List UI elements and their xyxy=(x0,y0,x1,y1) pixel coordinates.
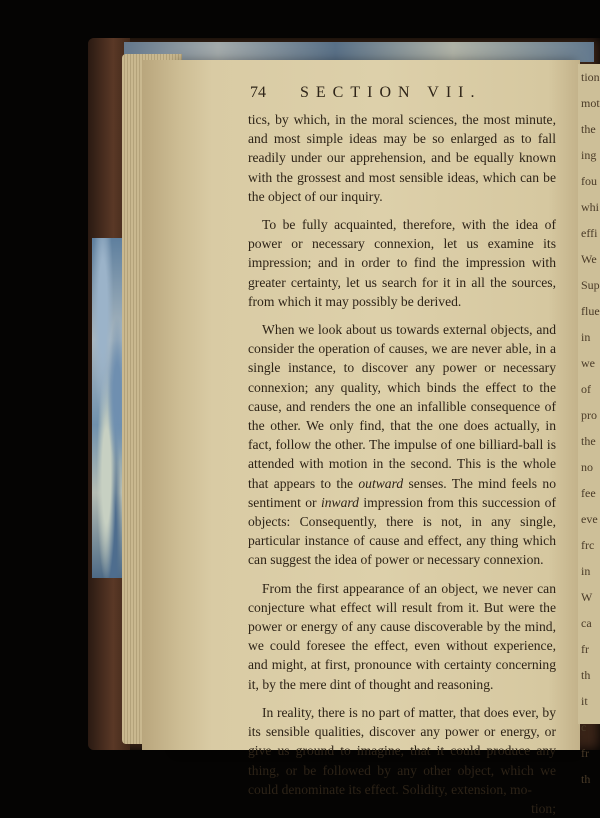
italic-word: inward xyxy=(320,494,359,510)
running-header xyxy=(250,84,550,110)
facing-page-fragment: fee xyxy=(581,486,596,500)
facing-page-fragment: whi xyxy=(581,200,599,214)
page-text xyxy=(248,110,556,818)
facing-page-fragment: We xyxy=(581,252,597,266)
paragraph: From the first appearance of an object, we never can conjecture what effect will result from it. But were the power or energy of any cause discoverable by the mind, we could foresee the effect, even without experience, and might, at first, pronounce with certainty concerning it, by the mere dint of thought and reasoning. xyxy=(248,580,556,692)
facing-page-fragment: frc xyxy=(581,538,595,552)
facing-page-fragment: fou xyxy=(581,174,597,188)
facing-page-fragment: of xyxy=(581,382,591,396)
facing-page-fragment: the xyxy=(581,434,596,448)
facing-page-fragment: Sup xyxy=(581,278,600,292)
facing-page-fragment: pro xyxy=(581,408,597,422)
facing-page-fragment: we xyxy=(581,356,595,370)
paragraph-text: When we look about us towards external objects, and consider the operation of causes, we are never able, in a single instance, to discover any power or necessary connexion; any quality, which binds the effect to the cause, and renders the one an infallible consequence of the other. We only find, that the one does actually, in fact, follow the other. The impulse of one billiard-ball is attended with motion in the second. This is the whole that appears to the xyxy=(248,322,556,491)
facing-page-fragment: fr xyxy=(581,642,589,656)
facing-page-fragment: mot xyxy=(581,96,600,110)
facing-page-fragment: in xyxy=(581,330,591,344)
section-title: SECTION VII. xyxy=(300,84,482,101)
facing-page-fragment: in xyxy=(581,564,591,578)
paragraph xyxy=(248,320,556,570)
catchword: tion; xyxy=(531,800,556,816)
facing-page-fragment: it xyxy=(581,694,588,708)
facing-page-fragment: ing xyxy=(581,148,597,162)
facing-page-fragment: flue xyxy=(581,304,600,318)
paragraph: In reality, there is no part of matter, that does ever, by its sensible qualities, discover any power or energy, or give us ground to imagine, that it could produce any thing, or be followed by any other object, which we could denominate its effect. Solidity, extension, mo- xyxy=(248,704,556,797)
paragraph-text: senses. The mind feels no sentiment or xyxy=(248,475,556,510)
paragraph: tics, by which, in the moral sciences, the most minute, and most simple ideas may be so enlarged as to fall readily under our apprehension, and be equally known with the grossest and most sensible ideas, which can be the object of our inquiry. xyxy=(248,112,556,204)
facing-page-fragment: th xyxy=(581,668,591,682)
paragraph: To be fully acquainted, therefore, with the idea of power or necessary connexion, let us examine its impression; and in order to find the impression with greater certainty, let us search for it in all the sources, from which it may possibly be derived. xyxy=(248,217,556,309)
facing-page-fragment: the xyxy=(581,122,596,136)
marbled-top-edge xyxy=(124,42,594,62)
facing-page-edge xyxy=(578,64,600,786)
facing-page-fragment: W xyxy=(581,590,593,604)
italic-word: outward xyxy=(358,475,404,491)
page-number: 74 xyxy=(250,84,266,101)
facing-page-fragment: no xyxy=(581,460,593,474)
facing-page-fragment: effi xyxy=(581,226,598,240)
facing-page-fragment: eve xyxy=(581,512,598,526)
facing-page-fragment: tion xyxy=(581,70,600,84)
facing-page-fragment: th xyxy=(581,772,591,786)
paragraph-text: impression from this succession of objects: Consequently, there is not, in any single, particular instance of cause and effect, any thing which can suggest the idea of power or necessary connexion. xyxy=(248,494,557,568)
facing-page-fragment: c xyxy=(581,720,587,734)
facing-page-fragment: ca xyxy=(581,616,592,630)
facing-page-fragment: fr xyxy=(581,746,589,760)
